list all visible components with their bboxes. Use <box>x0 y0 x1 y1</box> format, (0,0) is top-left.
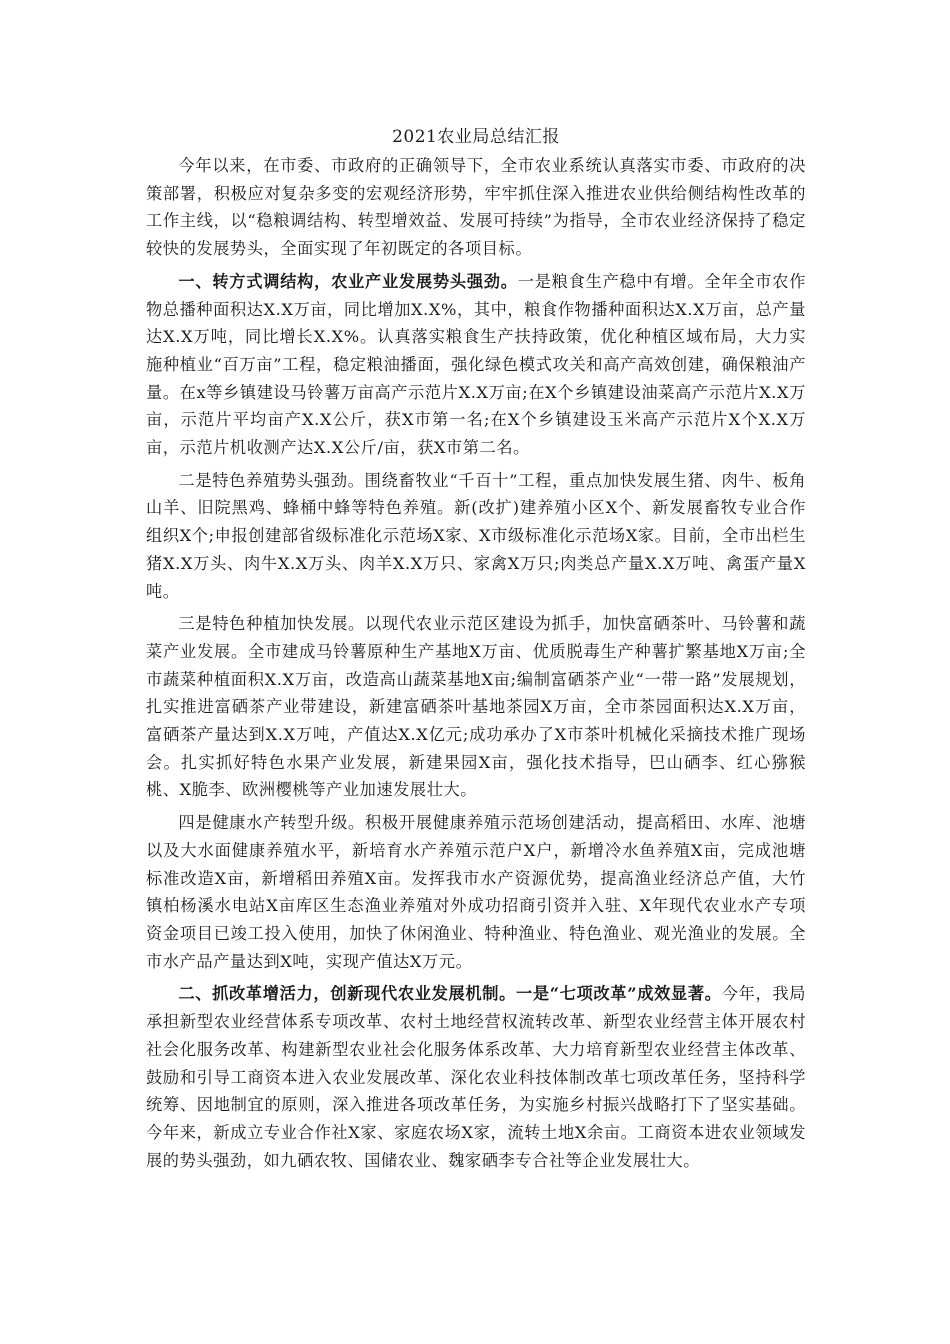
paragraph-text: 二是特色养殖势头强劲。围绕畜牧业“千百十”工程，重点加快发展生猪、肉牛、板角山羊、旧院黑鸡、蜂桶中蜂等特色养殖。新(改扩)建养殖小区X个、新发展畜牧专业合作组织X个;申报创建部省级标准化示范场X家、X市级标准化示范场X家。目前，全市出栏生猪X.X万头、肉牛X.X万头、肉羊X.X万只、家禽X万只;肉类总产量X.X万吨、禽蛋产量X吨。 <box>146 470 806 601</box>
paragraph-text: 今年以来，在市委、市政府的正确领导下，全市农业系统认真落实市委、市政府的决策部署，积极应对复杂多变的宏观经济形势，牢牢抓住深入推进农业供给侧结构性改革的工作主线，以“稳粮调结构、转型增效益、发展可持续”为指导，全市农业经济保持了稳定较快的发展势头，全面实现了年初既定的各项目标。 <box>146 156 806 259</box>
document-title: 2021农业局总结汇报 <box>392 127 560 147</box>
paragraph-text: 三是特色种植加快发展。以现代农业示范区建设为抓手，加快富硒茶叶、马铃薯和蔬菜产业发展。全市建成马铃薯原种生产基地X万亩、优质脱毒生产种薯扩繁基地X万亩;全市蔬菜种植面积X.X万亩，改造高山蔬菜基地X亩;编制富硒茶产业“一带一路”发展规划，扎实推进富硒茶产业带建设，新建富硒茶叶基地茶园X万亩，全市茶园面积达X.X万亩，富硒茶产量达到X.X万吨，产值达X.X亿元;成功承办了X市茶叶机械化采摘技术推广现场会。扎实抓好特色水果产业发展，新建果园X亩，强化技术指导，巴山硒李、红心猕猴桃、X脆李、欧洲樱桃等产业加速发展壮大。 <box>146 614 806 800</box>
paragraph-text: 今年，我局承担新型农业经营体系专项改革、农村土地经营权流转改革、新型农业经营主体开展农村社会化服务改革、构建新型农业社会化服务体系改革、大力培育新型农业经营主体改革、鼓励和引导工商资本进入农业发展改革、深化农业科技体制改革七项改革任务，坚持科学统筹、因地制宜的原则，深入推进各项改革任务，为实施乡村振兴战略打下了坚实基础。今年来，新成立专业合作社X家、家庭农场X家，流转土地X余亩。工商资本进农业领域发展的势头强劲，如九硒农牧、国储农业、魏家硒李专合社等企业发展壮大。 <box>146 984 807 1170</box>
paragraph-text: 四是健康水产转型升级。积极开展健康养殖示范场创建活动，提高稻田、水库、池塘以及大水面健康养殖水平，新培育水产养殖示范户X户，新增冷水鱼养殖X亩，完成池塘标准改造X亩，新增稻田养殖X亩。发挥我市水产资源优势，提高渔业经济总产值，大竹镇柏杨溪水电站X亩库区生态渔业养殖对外成功招商引资并入驻、X年现代农业水产专项资金项目已竣工投入使用，加快了休闲渔业、特种渔业、特色渔业、观光渔业的发展。全市水产品产量达到X吨，实现产值达X万元。 <box>146 813 806 971</box>
paragraph-section-one <box>146 268 806 462</box>
paragraph-text: 一是粮食生产稳中有增。全年全市农作物总播种面积达X.X万亩，同比增加X.X%，其中，粮食作物播种面积达X.X万亩，总产量达X.X万吨，同比增长X.X%。认真落实粮食生产扶持政策，优化种植区域布局，大力实施种植业“百万亩”工程，稳定粮油播面，强化绿色模式攻关和高产高效创建，确保粮油产量。在x等乡镇建设马铃薯万亩高产示范片X.X万亩;在X个乡镇建设油菜高产示范片X.X万亩，示范片平均亩产X.X公斤，获X市第一名;在X个乡镇建设玉米高产示范片X个X.X万亩，示范片机收测产达X.X公斤/亩，获X市第二名。 <box>146 271 806 458</box>
paragraph-intro <box>146 152 806 263</box>
paragraph-livestock <box>146 467 806 606</box>
paragraph-aquaculture <box>146 809 806 975</box>
paragraph-planting <box>146 610 806 804</box>
document-page <box>146 122 806 1179</box>
paragraph-section-two <box>146 980 806 1174</box>
section-two-heading: 二、抓改革增活力，创新现代农业发展机制。一是“七项改革”成效显著。 <box>178 984 722 1004</box>
section-one-heading: 一、转方式调结构，农业产业发展势头强劲。 <box>178 271 518 291</box>
